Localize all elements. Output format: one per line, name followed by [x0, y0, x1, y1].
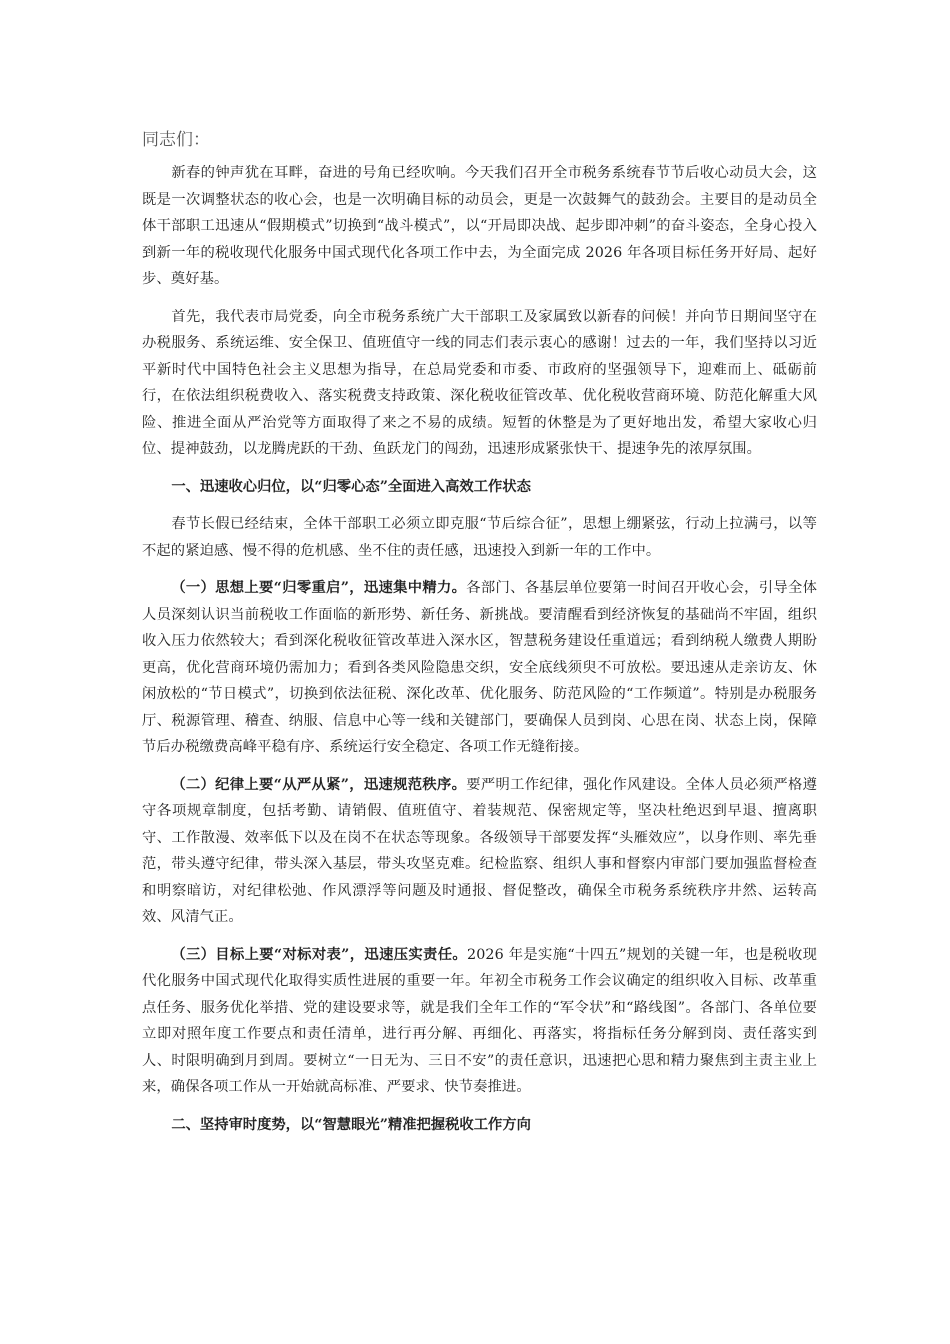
subsection-3-lead: （三）目标上要“对标对表”，迅速压实责任。: [171, 946, 468, 963]
subsection-3-body: 2026 年是实施“十四五”规划的关键一年，也是税收现代化服务中国式现代化取得实质性进展的重要一年。年初全市税务工作会议确定的组织收入目标、改革重点任务、服务优化举措、党的建设要求等，就是我们全年工作的“军令状”和“路线图”。各部门、各单位要立即对照年度工作要点和责任清单，进行再分解、再细化、再落实，将指标任务分解到岗、责任落实到人、时限明确到月到周。要树立“一日无为、三日不安”的责任意识，迅速把心思和精力聚焦到主责主业上来，确保各项工作从一开始就高标准、严要求、快节奏推进。: [142, 946, 818, 1095]
greeting-paragraph: 首先，我代表市局党委，向全市税务系统广大干部职工及家属致以新春的问候！并向节日期间坚守在办税服务、系统运维、安全保卫、值班值守一线的同志们表示衷心的感谢！过去的一年，我们坚持以习近平新时代中国特色社会主义思想为指导，在总局党委和市委、市政府的坚强领导下，迎难而上、砥砺前行，在依法组织税费收入、落实税费支持政策、深化税收征管改革、优化税收营商环境、防范化解重大风险、推进全面从严治党等方面取得了来之不易的成绩。短暂的休整是为了更好地出发，希望大家收心归位、提神鼓劲，以龙腾虎跃的干劲、鱼跃龙门的闯劲，迅速形成紧张快干、提速争先的浓厚氛围。: [142, 308, 817, 457]
subsection-2-body: 要严明工作纪律，强化作风建设。全体人员必须严格遵守各项规章制度，包括考勤、请销假、值班值守、着装规范、保密规定等，坚决杜绝迟到早退、擅离职守、工作散漫、效率低下以及在岗不在状态等现象。各级领导干部要发挥“头雁效应”，以身作则、率先垂范，带头遵守纪律，带头深入基层，带头攻坚克难。纪检监察、组织人事和督察内审部门要加强监督检查和明察暗访，对纪律松弛、作风漂浮等问题及时通报、督促整改，确保全市税务系统秩序井然、运转高效、风清气正。: [142, 776, 817, 925]
subsection-1: [142, 575, 817, 761]
subsection-1-lead: （一）思想上要“归零重启”，迅速集中精力。: [171, 580, 467, 596]
document-page: [142, 126, 817, 1149]
salutation: 同志们：: [142, 130, 210, 150]
section-1-intro: 春节长假已经结束，全体干部职工必须立即克服“节后综合征”，思想上绷紧弦，行动上拉满弓，以等不起的紧迫感、慢不得的危机感、坐不住的责任感，迅速投入到新一年的工作中。: [142, 516, 817, 559]
subsection-1-body: 各部门、各基层单位要第一时间召开收心会，引导全体人员深刻认识当前税收工作面临的新形势、新任务、新挑战。要清醒看到经济恢复的基础尚不牢固，组织收入压力依然较大；看到深化税收征管改革进入深水区，智慧税务建设任重道远；看到纳税人缴费人期盼更高，优化营商环境仍需加力；看到各类风险隐患交织，安全底线须臾不可放松。要迅速从走亲访友、休闲放松的“节日模式”，切换到依法征税、深化改革、优化服务、防范风险的“工作频道”。特别是办税服务厅、税源管理、稽查、纳服、信息中心等一线和关键部门，要确保人员到岗、心思在岗、状态上岗，保障节后办税缴费高峰平稳有序、系统运行安全稳定、各项工作无缝衔接。: [142, 580, 817, 755]
opening-paragraph: 新春的钟声犹在耳畔，奋进的号角已经吹响。今天我们召开全市税务系统春节节后收心动员大会，这既是一次调整状态的收心会，也是一次明确目标的动员会，更是一次鼓舞气的鼓劲会。主要目的是动员全体干部职工迅速从“假期模式”切换到“战斗模式”，以“开局即决战、起步即冲刺”的奋斗姿态，全身心投入到新一年的税收现代化服务中国式现代化各项工作中去，为全面完成 2026 年各项目标任务开好局、起好步、奠好基。: [142, 165, 817, 287]
section-heading-2: 二、坚持审时度势，以“智慧眼光”精准把握税收工作方向: [171, 1116, 531, 1133]
subsection-2-lead: （二）纪律上要“从严从紧”，迅速规范秩序。: [171, 776, 467, 793]
subsection-3: [142, 942, 817, 1101]
subsection-2: [142, 772, 817, 931]
section-heading-1: 一、迅速收心归位，以“归零心态”全面进入高效工作状态: [171, 478, 531, 495]
